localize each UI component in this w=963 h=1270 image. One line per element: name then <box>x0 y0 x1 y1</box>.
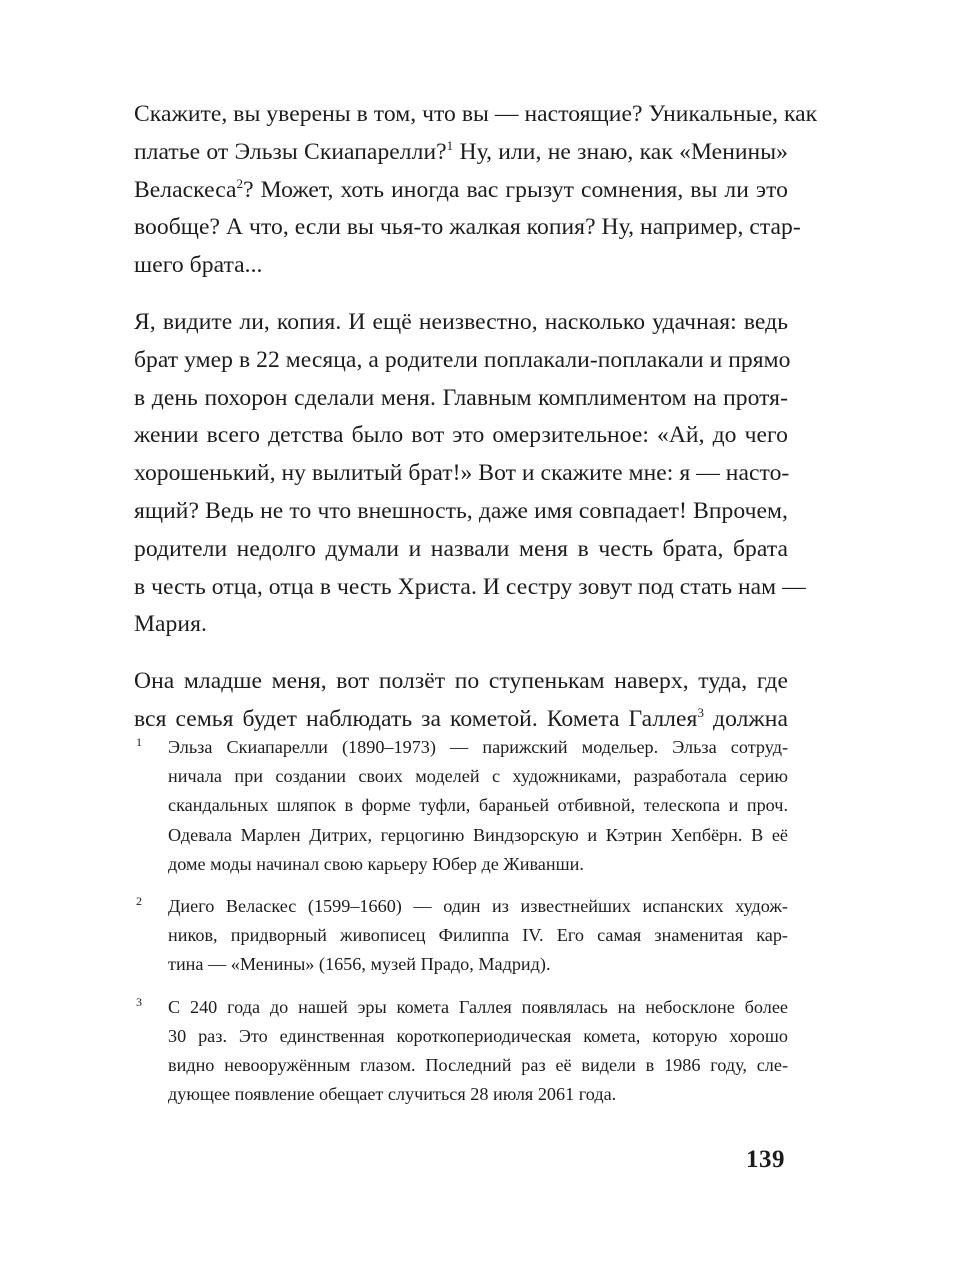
footnote-ref-1[interactable]: 1 <box>446 137 454 153</box>
text-line: родители недолго думали и назвали меня в честь брата, брата <box>134 535 788 562</box>
text-line: в день похорон сделали меня. Главным комплиментом на протя- <box>134 384 788 411</box>
footnote-line: 30 раз. Это единственная короткопериодическая комета, которую хорошо <box>168 1025 788 1046</box>
footnotes <box>134 733 788 1122</box>
footnote-ref-3[interactable]: 3 <box>697 704 704 720</box>
footnote-line: доме моды начинал свою карьеру Юбер де Живанши. <box>168 853 584 874</box>
footnote-line: С 240 года до нашей эры комета Галлея появлялась на небосклоне более <box>168 996 788 1017</box>
footnote-line: дующее появление обещает случиться 28 июля 2061 года. <box>168 1084 617 1105</box>
footnote-ref-2[interactable]: 2 <box>236 175 244 191</box>
text-fragment: вся семья будет наблюдать за кометой. Комета Галлея <box>134 705 698 732</box>
paragraph-1 <box>134 96 818 285</box>
main-text <box>134 96 818 758</box>
paragraph-2 <box>134 304 806 644</box>
footnote-line: Одевала Марлен Дитрих, герцогиню Виндзорскую и Кэтрин Хепбёрн. В её <box>168 824 788 845</box>
text-line: Я, видите ли, копия. И ещё неизвестно, насколько удачная: ведь <box>134 308 788 335</box>
footnote-line: видно невооружённым глазом. Последний раз её видели в 1986 году, сле- <box>168 1055 788 1076</box>
footnote-line: ников, придворный живописец Филиппа IV. Его самая знаменитая кар- <box>168 925 788 946</box>
text-line: Скажите, вы уверены в том, что вы — настоящие? Уникальные, как <box>134 101 818 127</box>
footnote-line: скандальных шляпок в форме туфли, бараньей отбивной, телескопа и проч. <box>168 795 788 816</box>
footnote-number: 2 <box>136 894 142 909</box>
footnote-number: 1 <box>136 735 142 749</box>
footnote-3 <box>134 993 788 1110</box>
text-line: брат умер в 22 месяца, а родители поплакали-поплакали и прямо <box>134 346 791 373</box>
footnote-line: тина — «Менины» (1656, музей Прадо, Мадрид). <box>168 954 551 975</box>
footnote-line: Диего Веласкес (1599–1660) — один из известнейших испанских худож- <box>168 896 788 917</box>
page-number: 139 <box>746 1146 785 1173</box>
text-line <box>134 134 788 172</box>
text-line: в честь отца, отца в честь Христа. И сестру зовут под стать нам — <box>134 573 806 600</box>
text-line: вообще? А что, если вы чья-то жалкая копия? Ну, например, стар- <box>134 214 801 241</box>
text-line: Мария. <box>134 611 207 638</box>
text-line: жении всего детства было вот это омерзительное: «Ай, до чего <box>134 422 788 449</box>
footnote-line: ничала при создании своих моделей с художниками, разработала серию <box>168 766 788 787</box>
text-fragment: Ну, или, не знаю, как «Менины» <box>453 138 788 165</box>
text-line: ящий? Ведь не то что внешность, даже имя совпадает! Впрочем, <box>134 497 788 524</box>
text-line: хорошенький, ну вылитый брат!» Вот и скажите мне: я — насто- <box>134 460 790 487</box>
footnote-line: Эльза Скиапарелли (1890–1973) — парижский модельер. Эльза сотруд- <box>168 737 788 757</box>
text-fragment: ? Может, хоть иногда вас грызут сомнения, вы ли это <box>243 176 788 203</box>
paragraph-3 <box>134 663 788 739</box>
text-fragment: Веласкеса <box>134 176 237 203</box>
footnote-1 <box>134 733 788 879</box>
text-line <box>134 172 788 210</box>
text-line: Она младше меня, вот ползёт по ступенькам наверх, туда, где <box>134 668 788 695</box>
text-fragment: платье от Эльзы Скиапарелли? <box>134 138 447 165</box>
footnote-2 <box>134 892 788 980</box>
footnote-number: 3 <box>136 994 142 1009</box>
text-line: шего брата... <box>134 252 263 279</box>
text-fragment: должна <box>704 705 788 732</box>
